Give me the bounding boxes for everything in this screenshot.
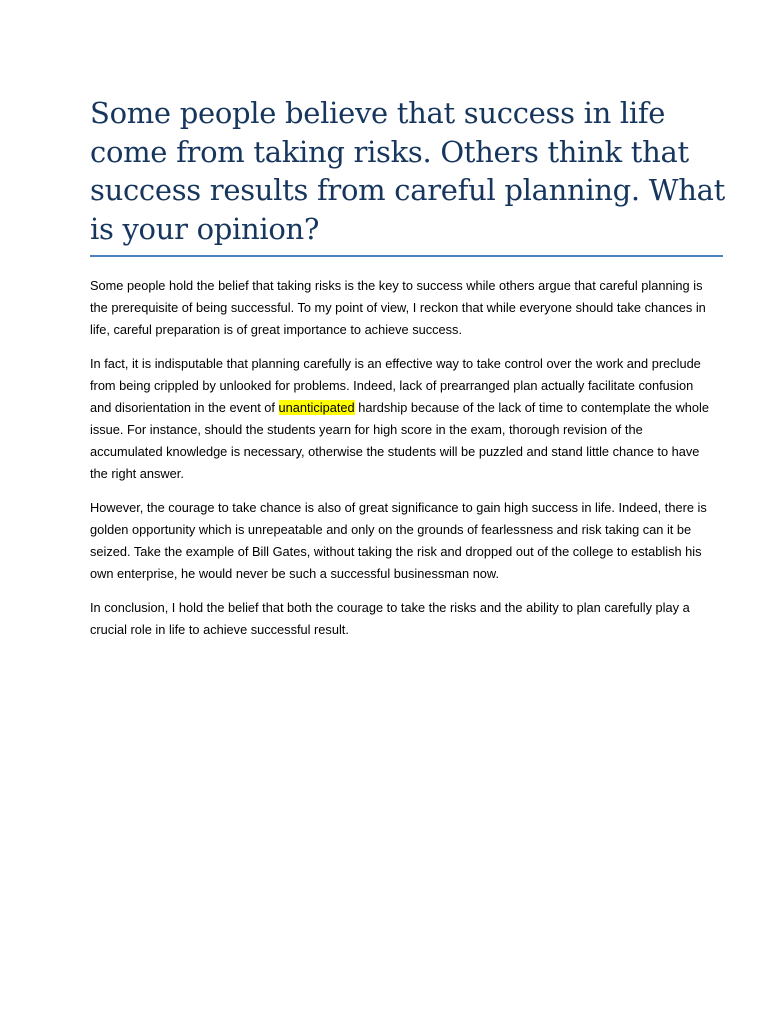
paragraph-risk: However, the courage to take chance is also of great significance to gain high success in life. Indeed, there is golden opportunity which is unrepeatable and only on the grounds of fearlessness and risk taking can it be seized. Take the example of Bill Gates, without taking the risk and dropped out of the college to establish his own enterprise, he would never be such a successful businessman now. <box>90 500 707 581</box>
paragraph-planning <box>90 353 715 485</box>
paragraph-conclusion: In conclusion, I hold the belief that both the courage to take the risks and the ability to plan carefully play a crucial role in life to achieve successful result. <box>90 600 690 637</box>
title-divider <box>90 255 723 257</box>
highlighted-word: unanticipated <box>278 400 355 415</box>
document-body <box>90 275 715 653</box>
paragraph-intro: Some people hold the belief that taking risks is the key to success while others argue that careful planning is the prerequisite of being successful. To my point of view, I reckon that while everyone should take chances in life, careful preparation is of great importance to achieve success. <box>90 278 706 337</box>
document-title: Some people believe that success in life come from taking risks. Others think that success results from careful planning. What is your opinion? <box>90 96 725 246</box>
paragraph-planning-text-before: In fact, it is indisputable that planning carefully is an effective way to take control over the work and preclude from being crippled by unlooked for problems. Indeed, lack of prearranged plan actually facilitate confusion and disorientation in the event of <box>90 356 701 415</box>
paragraph-planning-text-after: hardship because of the lack of time to contemplate the whole issue. For instance, should the students yearn for high score in the exam, thorough revision of the accumulated knowledge is necessary, otherwise the students will be puzzled and stand little chance to have the right answer. <box>90 400 709 481</box>
